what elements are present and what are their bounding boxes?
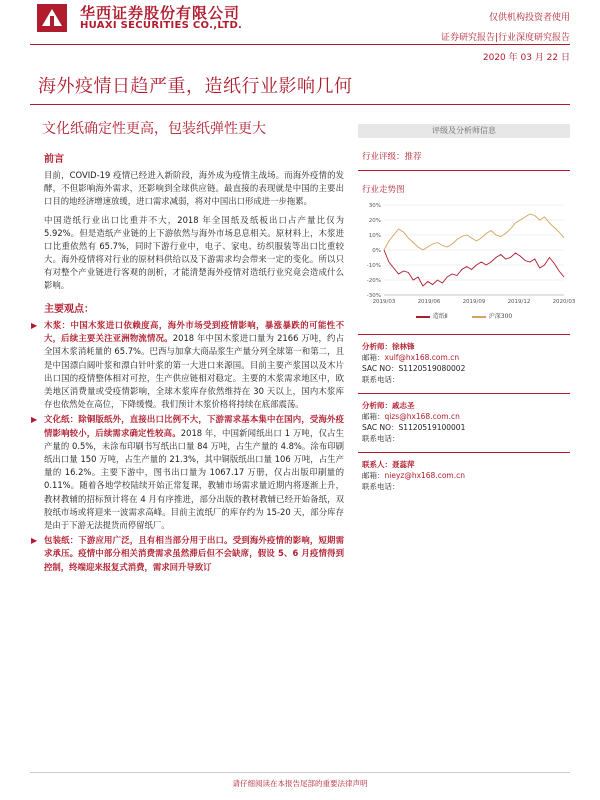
- footer-divider: [30, 772, 570, 773]
- header-divider: [30, 44, 570, 45]
- x-tick-label: 2020/03: [552, 299, 576, 305]
- view-body: 2018 年，中国新闻纸出口 1 万吨，仅占生产量的 0.5%，未涂布印刷书写纸出口量 84 万吨，占生产量的 4.8%。涂布印刷纸出口量 150 万吨，占生产量的 21.3%，其中铜版纸出口量 106 万吨，占生产量的 16.2%。主要下游中，图书出口量为 1067.17 万册，仅占出版印刷量的 0.11%。随着各地学校陆续开始正常复课，教辅市场需求量近期内将逐渐上升，教材教辅的招标预计将在 4 月有序推进，部分出版的教材教辅已经开始备纸，双胶纸市场或将迎来一波需求高峰。目前主流纸厂的库存约为 15-20 天，部分库存是由于下游无法提货而停留纸厂。: [44, 427, 344, 531]
- analyst-card: [358, 341, 570, 385]
- report-date: 2020 年 03 月 22 日: [482, 53, 570, 63]
- y-tick-label: -30%: [366, 293, 381, 299]
- x-tick-label: 2019/03: [372, 299, 396, 305]
- view-item-packaging-paper: [31, 534, 344, 574]
- contact-phone: 联系电话：: [362, 482, 400, 491]
- y-tick-label: 30%: [368, 203, 381, 209]
- sidebar-divider: [358, 170, 570, 171]
- contact-phone: 联系电话：: [362, 434, 400, 443]
- title-divider: [30, 104, 570, 105]
- analyst-name: 戚志圣: [392, 401, 415, 410]
- series-line-1: [384, 214, 564, 250]
- legal-notice-footer: 请仔细阅读在本报告尾部的重要法律声明: [232, 779, 368, 788]
- y-tick-label: 0%: [372, 248, 381, 254]
- view-lead: 文化纸：除铜版纸外，直接出口比例不大，下游需求基本集中在国内，受海外疫情影响较小，后续需求确定性较高。: [44, 414, 344, 438]
- sidebar-divider: [358, 334, 570, 335]
- email-label: 邮箱：: [362, 471, 385, 480]
- trend-chart-svg: [358, 199, 576, 309]
- report-header: [0, 0, 600, 70]
- legend-swatch: [472, 316, 486, 318]
- legend-label: 沪深300: [488, 313, 513, 320]
- legend-label: 造纸Ⅱ: [432, 313, 448, 320]
- analyst-card: [358, 400, 570, 444]
- rating-value: 推荐: [404, 152, 422, 162]
- rating-label: 行业评级：: [362, 152, 405, 162]
- foreword-paragraph-1: 目前，COVID-19 疫情已经进入新阶段，海外成为疫情主战场。而海外疫情的发酵，不但影响海外需求，还影响到全球供应链。最直接的表现就是中国的主要出口目的地经济增速放缓，进口需求减弱，将对中国出口形成进一步拖累。: [44, 170, 344, 206]
- analyst-email-link[interactable]: xulf@hx168.com.cn: [384, 353, 460, 362]
- x-tick-label: 2019/12: [507, 299, 531, 305]
- audience-note: 仅供机构投资者使用: [488, 13, 570, 23]
- legend-swatch: [416, 316, 430, 318]
- analyst-role: 分析师：: [362, 401, 392, 410]
- sidebar: [358, 124, 576, 492]
- analyst-role: 分析师：: [362, 342, 392, 351]
- report-type: 证券研究报告|行业深度研究报告: [440, 33, 570, 43]
- view-item-pulp: [31, 319, 344, 411]
- company-name-cn: 华西证券股份有限公司: [80, 4, 241, 22]
- sidebar-divider: [358, 393, 570, 394]
- view-body: 2018 年中国木浆进口量为 2166 万吨，约占全国木浆消耗量的 65.7%。巴西与加拿大商品浆生产量分列全球第一和第二，且是中国漂白阔叶浆和漂白针叶浆的第一大进口来源国。目前主要产浆国以及木片出口国的疫情整体相对可控，生产供应链相对稳定。主要的木浆需求地区中，欧美地区消费量或受疫情影响，全球木浆库存依然维持在 30 天以上，国内木浆库存也依然处在高位，下降缓慢。我们预计木浆价格将持续在底部震荡。: [44, 333, 344, 410]
- report-subtitle: 文化纸确定性更高，包装纸弹性更大: [42, 121, 266, 137]
- foreword-heading: 前言: [44, 154, 64, 165]
- contact-card: [358, 459, 570, 492]
- sidebar-divider: [358, 452, 570, 453]
- chart-title: 行业走势图: [362, 185, 405, 195]
- contact-role: 联系人：: [362, 460, 392, 469]
- email-label: 邮箱：: [362, 353, 385, 362]
- series-line-0: [384, 250, 564, 286]
- sidebar-heading: 评级及分析师信息: [358, 124, 570, 138]
- sac-number: S1120519080002: [398, 364, 466, 373]
- x-tick-label: 2019/06: [417, 299, 441, 305]
- y-tick-label: 10%: [368, 233, 381, 239]
- view-lead: 木浆：中国木浆进口依赖度高，海外市场受到疫情影响，暴涨暴跌的可能性不大，后续主要关注亚洲物流情况。: [44, 320, 344, 344]
- view-lead: 包装纸：下游应用广泛，且有相当部分用于出口。受到海外疫情的影响，短期需求承压。疫情中部分相关消费需求虽然滞后但不会缺席，假设 5、6 月疫情得到控制，终端迎来报复式消费，需求回升导致订: [44, 535, 344, 572]
- bullet-triangle-icon: ▶: [31, 536, 38, 546]
- bullet-triangle-icon: ▶: [31, 415, 38, 425]
- analyst-email-link[interactable]: qizs@hx168.com.cn: [384, 412, 460, 421]
- report-title: 海外疫情日趋严重，造纸行业影响几何: [38, 76, 353, 97]
- foreword-paragraph-2: 中国造纸行业出口比重并不大，2018 年全国纸及纸板出口占产量比仅为 5.92%。但是造纸产业链的上下游依然与海外市场息息相关。原材料上，木浆进口比重依然有 65.7%，同时下游行业中，电子、家电、纺织服装等出口比重较大。海外疫情将对行业的原材料供给以及下游需求均会带来一定的变化。所以只有对整个产业链进行客观的剖析，才能清楚海外疫情对造纸行业究竟会造成什么影响。: [44, 215, 344, 290]
- company-name-en: HUAXI SECURITIES CO.,LTD.: [80, 20, 243, 31]
- sac-label: SAC NO：: [362, 423, 399, 432]
- x-tick-label: 2019/09: [462, 299, 486, 305]
- email-label: 邮箱：: [362, 412, 385, 421]
- contact-email-link[interactable]: nieyz@hx168.com.cn: [384, 471, 465, 480]
- y-tick-label: -20%: [366, 278, 381, 284]
- view-item-culture-paper: [31, 413, 344, 532]
- y-tick-label: 20%: [368, 218, 381, 224]
- sac-number: S1120519100001: [398, 423, 466, 432]
- analyst-name: 徐林锋: [392, 342, 415, 351]
- legend-item-paper: [416, 311, 448, 320]
- industry-rating: [358, 150, 570, 162]
- legend-item-hs300: [472, 311, 512, 320]
- y-tick-label: -10%: [366, 263, 381, 269]
- chart-legend: [358, 311, 570, 320]
- main-views-heading: 主要观点：: [44, 304, 94, 315]
- contact-phone: 联系电话：: [362, 375, 400, 384]
- contact-name: 聂蕊萍: [392, 460, 415, 469]
- huaxi-logo-icon: [37, 4, 67, 32]
- bullet-triangle-icon: ▶: [31, 321, 38, 330]
- sac-label: SAC NO：: [362, 364, 399, 373]
- trend-chart: [358, 199, 576, 309]
- main-column: [31, 150, 344, 576]
